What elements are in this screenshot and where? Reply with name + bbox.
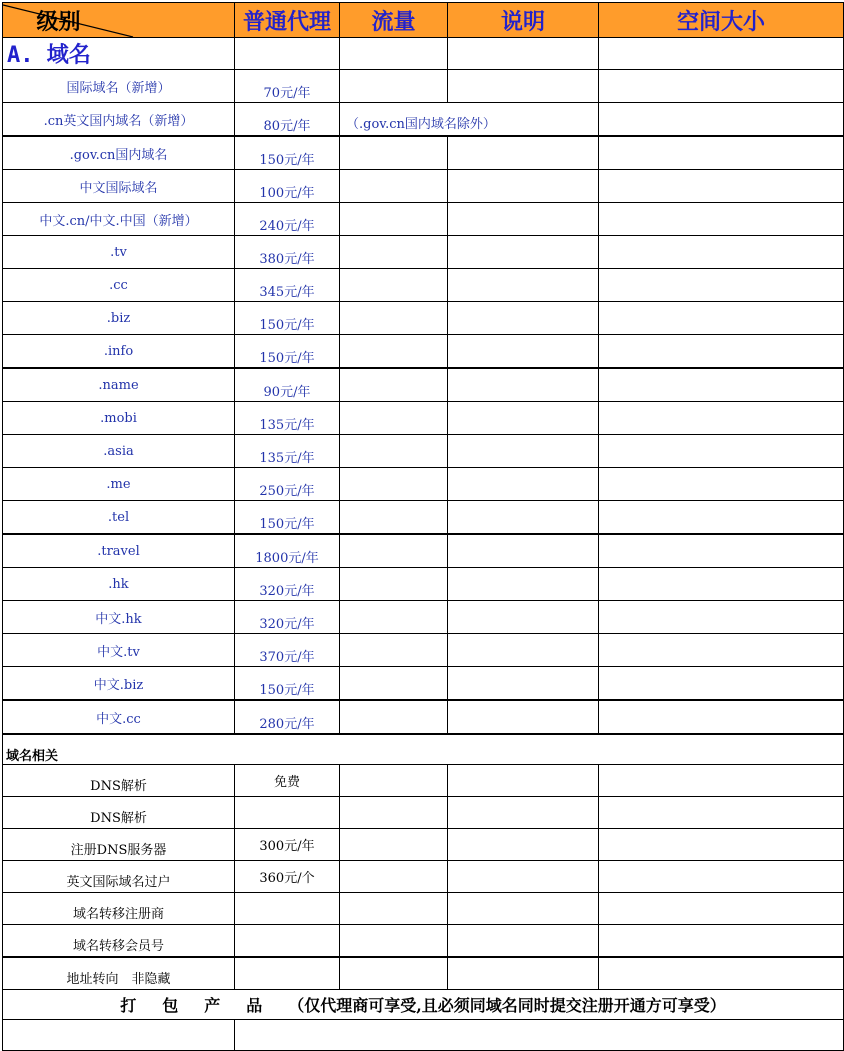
table-row xyxy=(3,700,844,734)
empty-cell xyxy=(448,302,599,335)
empty-cell xyxy=(599,38,844,70)
domain-name: 中文.cn/中文.中国（新增） xyxy=(3,203,235,236)
empty-cell xyxy=(235,38,340,70)
table-row xyxy=(3,534,844,568)
domain-name: .biz xyxy=(3,302,235,335)
domain-name: 中文.tv xyxy=(3,634,235,667)
related-group-row xyxy=(3,734,844,765)
empty-row xyxy=(3,1020,844,1051)
header-traffic: 流量 xyxy=(340,3,448,38)
empty-cell xyxy=(599,136,844,170)
domain-note xyxy=(340,568,448,601)
empty-cell xyxy=(448,861,599,893)
empty-cell xyxy=(599,667,844,701)
empty-cell xyxy=(599,236,844,269)
empty-cell xyxy=(448,829,599,861)
domain-name: 中文.hk xyxy=(3,601,235,634)
related-name: DNS解析 xyxy=(3,765,235,797)
empty-cell xyxy=(599,765,844,797)
table-row xyxy=(3,269,844,302)
domain-note xyxy=(340,667,448,701)
domain-name: .hk xyxy=(3,568,235,601)
price-table xyxy=(2,2,844,1051)
domain-name: .name xyxy=(3,368,235,402)
domain-name: .cn英文国内域名（新增） xyxy=(3,103,235,137)
domain-name: .gov.cn国内域名 xyxy=(3,136,235,170)
related-price: 免费 xyxy=(235,765,340,797)
table-row xyxy=(3,170,844,203)
empty-cell xyxy=(448,893,599,925)
table-row xyxy=(3,893,844,925)
header-row xyxy=(3,3,844,38)
empty-cell xyxy=(448,700,599,734)
table-row xyxy=(3,402,844,435)
domain-note xyxy=(340,368,448,402)
related-group-title: 域名相关 xyxy=(3,734,844,765)
domain-name: 中文.cc xyxy=(3,700,235,734)
empty-cell xyxy=(599,203,844,236)
related-name: 域名转移注册商 xyxy=(3,893,235,925)
header-description: 说明 xyxy=(448,3,599,38)
table-row xyxy=(3,136,844,170)
domain-note xyxy=(340,601,448,634)
domain-note xyxy=(340,236,448,269)
empty-cell xyxy=(599,170,844,203)
domain-name: .tv xyxy=(3,236,235,269)
empty-cell xyxy=(448,335,599,369)
table-row xyxy=(3,925,844,958)
table-row xyxy=(3,103,844,137)
domain-price: 150元/年 xyxy=(235,335,340,369)
empty-cell xyxy=(448,170,599,203)
domain-price: 320元/年 xyxy=(235,568,340,601)
package-note: （仅代理商可享受,且必须同域名同时提交注册开通方可享受） xyxy=(288,996,726,1015)
table-row xyxy=(3,667,844,701)
empty-cell xyxy=(340,957,448,990)
table-row xyxy=(3,601,844,634)
empty-cell xyxy=(448,765,599,797)
table-row xyxy=(3,861,844,893)
empty-cell xyxy=(599,601,844,634)
empty-cell xyxy=(340,829,448,861)
table-row xyxy=(3,468,844,501)
empty-cell xyxy=(448,634,599,667)
empty-cell xyxy=(599,568,844,601)
empty-cell xyxy=(340,925,448,958)
package-row xyxy=(3,990,844,1020)
domain-name: .info xyxy=(3,335,235,369)
domain-note xyxy=(340,70,448,103)
related-name: 英文国际域名过户 xyxy=(3,861,235,893)
empty-cell xyxy=(599,534,844,568)
table-row xyxy=(3,302,844,335)
empty-cell xyxy=(599,797,844,829)
empty-cell xyxy=(599,501,844,535)
empty-cell xyxy=(599,103,844,137)
domain-price: 345元/年 xyxy=(235,269,340,302)
domain-price: 150元/年 xyxy=(235,667,340,701)
empty-cell xyxy=(448,236,599,269)
domain-note: （.gov.cn国内域名除外） xyxy=(340,103,599,137)
domain-price: 250元/年 xyxy=(235,468,340,501)
empty-cell xyxy=(448,601,599,634)
empty-cell xyxy=(235,1020,844,1051)
empty-cell xyxy=(599,435,844,468)
empty-cell xyxy=(599,368,844,402)
empty-cell xyxy=(448,534,599,568)
related-price xyxy=(235,797,340,829)
domain-name: .asia xyxy=(3,435,235,468)
domain-note xyxy=(340,402,448,435)
table-row xyxy=(3,335,844,369)
empty-cell xyxy=(448,38,599,70)
empty-cell xyxy=(599,893,844,925)
empty-cell xyxy=(448,957,599,990)
related-price: 300元/年 xyxy=(235,829,340,861)
related-name: 地址转向 非隐藏 xyxy=(3,957,235,990)
empty-cell xyxy=(340,38,448,70)
domain-note xyxy=(340,335,448,369)
empty-cell xyxy=(599,861,844,893)
domain-price: 70元/年 xyxy=(235,70,340,103)
table-row xyxy=(3,501,844,535)
domain-price: 370元/年 xyxy=(235,634,340,667)
empty-cell xyxy=(599,634,844,667)
header-level-label: 级别 xyxy=(36,9,81,35)
domain-name: .me xyxy=(3,468,235,501)
empty-cell xyxy=(448,70,599,103)
domain-price: 90元/年 xyxy=(235,368,340,402)
empty-cell xyxy=(599,700,844,734)
domain-note xyxy=(340,170,448,203)
domain-note xyxy=(340,501,448,535)
table-row xyxy=(3,236,844,269)
domain-name: .cc xyxy=(3,269,235,302)
empty-cell xyxy=(599,269,844,302)
table-row xyxy=(3,829,844,861)
domain-note xyxy=(340,269,448,302)
empty-cell xyxy=(340,861,448,893)
empty-cell xyxy=(599,957,844,990)
table-row xyxy=(3,70,844,103)
domain-name: .mobi xyxy=(3,402,235,435)
related-name: DNS解析 xyxy=(3,797,235,829)
header-space: 空间大小 xyxy=(599,3,844,38)
empty-cell xyxy=(448,269,599,302)
header-level xyxy=(3,3,235,38)
domain-price: 150元/年 xyxy=(235,302,340,335)
empty-cell xyxy=(448,136,599,170)
section-a-row xyxy=(3,38,844,70)
domain-price: 100元/年 xyxy=(235,170,340,203)
empty-cell xyxy=(599,468,844,501)
table-row xyxy=(3,568,844,601)
domain-name: .tel xyxy=(3,501,235,535)
empty-cell xyxy=(340,797,448,829)
empty-cell xyxy=(448,368,599,402)
empty-cell xyxy=(448,203,599,236)
empty-cell xyxy=(599,70,844,103)
domain-price: 80元/年 xyxy=(235,103,340,137)
empty-cell xyxy=(448,925,599,958)
domain-price: 135元/年 xyxy=(235,435,340,468)
package-label: 打包产品 xyxy=(120,996,289,1015)
domain-name: 国际域名（新增） xyxy=(3,70,235,103)
domain-note xyxy=(340,203,448,236)
empty-cell xyxy=(599,335,844,369)
domain-note xyxy=(340,302,448,335)
section-a-title: A. 域名 xyxy=(3,38,235,70)
domain-price: 380元/年 xyxy=(235,236,340,269)
related-name: 注册DNS服务器 xyxy=(3,829,235,861)
empty-cell xyxy=(448,667,599,701)
table-row xyxy=(3,634,844,667)
empty-cell xyxy=(3,1020,235,1051)
empty-cell xyxy=(340,765,448,797)
domain-name: 中文.biz xyxy=(3,667,235,701)
empty-cell xyxy=(448,402,599,435)
empty-cell xyxy=(599,402,844,435)
domain-price: 150元/年 xyxy=(235,136,340,170)
empty-cell xyxy=(448,468,599,501)
related-price xyxy=(235,957,340,990)
table-row xyxy=(3,797,844,829)
empty-cell xyxy=(448,797,599,829)
empty-cell xyxy=(599,925,844,958)
domain-note xyxy=(340,435,448,468)
domain-price: 135元/年 xyxy=(235,402,340,435)
domain-name: 中文国际域名 xyxy=(3,170,235,203)
domain-price: 1800元/年 xyxy=(235,534,340,568)
related-name: 域名转移会员号 xyxy=(3,925,235,958)
table-row xyxy=(3,368,844,402)
empty-cell xyxy=(448,435,599,468)
table-row xyxy=(3,957,844,990)
domain-price: 320元/年 xyxy=(235,601,340,634)
domain-price: 280元/年 xyxy=(235,700,340,734)
domain-name: .travel xyxy=(3,534,235,568)
header-agent: 普通代理 xyxy=(235,3,340,38)
domain-price: 150元/年 xyxy=(235,501,340,535)
domain-note xyxy=(340,634,448,667)
empty-cell xyxy=(340,893,448,925)
domain-note xyxy=(340,136,448,170)
related-price xyxy=(235,925,340,958)
domain-note xyxy=(340,468,448,501)
empty-cell xyxy=(448,568,599,601)
related-price: 360元/个 xyxy=(235,861,340,893)
empty-cell xyxy=(599,302,844,335)
domain-price: 240元/年 xyxy=(235,203,340,236)
related-price xyxy=(235,893,340,925)
table-row xyxy=(3,435,844,468)
empty-cell xyxy=(599,829,844,861)
empty-cell xyxy=(448,501,599,535)
table-row xyxy=(3,203,844,236)
domain-note xyxy=(340,534,448,568)
table-row xyxy=(3,765,844,797)
package-cell xyxy=(3,990,844,1020)
domain-note xyxy=(340,700,448,734)
